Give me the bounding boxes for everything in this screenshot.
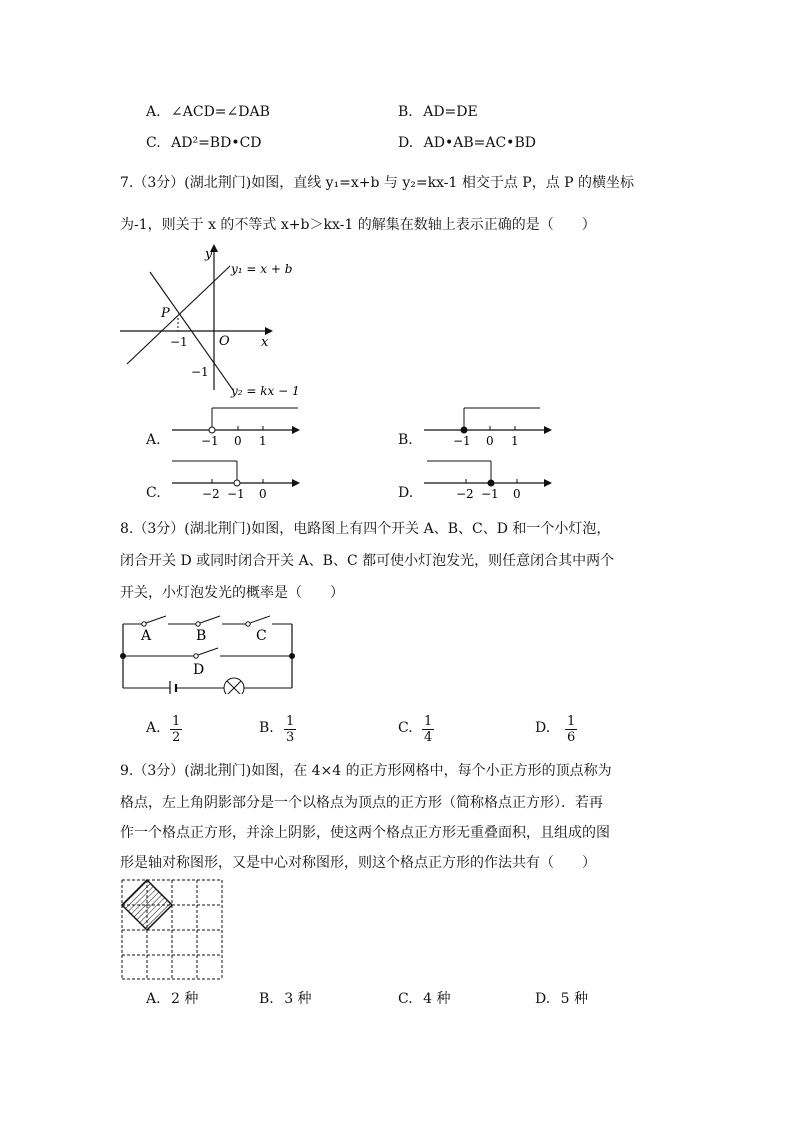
- q7-option-a-numberline: [170, 404, 305, 448]
- tick-label: 0: [259, 487, 267, 501]
- tick-label: −1: [227, 487, 245, 501]
- q8-option-a-label: A.: [146, 720, 161, 736]
- tick-label: 1: [511, 434, 519, 448]
- fraction-numerator: 1: [567, 714, 576, 729]
- q7-graph: [115, 240, 315, 405]
- q6-option-a: [146, 104, 270, 120]
- fraction-numerator: 1: [172, 714, 181, 729]
- q8-option-c-label: C.: [398, 720, 413, 736]
- q9-grid-diagram: [118, 876, 226, 982]
- q6-option-b: [398, 104, 478, 120]
- point-p-label: P: [161, 306, 170, 321]
- tick-label: 1: [259, 434, 267, 448]
- q8-option-d-fraction: [565, 714, 577, 745]
- fraction-denominator: 6: [567, 730, 576, 745]
- option-text: ∠ACD=∠DAB: [171, 104, 270, 120]
- q8-option-b-fraction: [284, 714, 296, 745]
- q8-text-line3: 开关，小灯泡发光的概率是（ ）: [120, 585, 344, 601]
- shaded-square: [122, 880, 172, 930]
- option-text: 5 种: [560, 991, 588, 1007]
- fraction-denominator: 3: [286, 730, 295, 745]
- q8-text-line1: 8.（3分）(湖北荆门)如图，电路图上有四个开关 A、B、C、D 和一个小灯泡，: [120, 521, 611, 537]
- switch-a-label: A: [141, 628, 152, 644]
- q7-option-b-numberline: [422, 404, 557, 448]
- q8-option-c-fraction: [422, 714, 434, 745]
- x-tick-label: −1: [170, 335, 188, 349]
- fraction-denominator: 2: [172, 730, 181, 745]
- option-label: D.: [398, 135, 414, 151]
- line1-label: y₁ = x + b: [231, 262, 293, 276]
- fraction-numerator: 1: [424, 714, 433, 729]
- switch-b-label: B: [196, 628, 207, 644]
- option-label: B.: [259, 991, 274, 1007]
- option-label: A.: [146, 104, 161, 120]
- x-axis-label: x: [261, 335, 269, 350]
- tick-label: −1: [201, 434, 219, 448]
- switch-d-label: D: [193, 662, 205, 678]
- q9-option-c: [398, 988, 450, 1008]
- option-text: 2 种: [171, 991, 199, 1007]
- q7-option-d-numberline: [422, 457, 557, 501]
- option-label: A.: [146, 991, 161, 1007]
- fraction-denominator: 4: [424, 730, 433, 745]
- tick-label: 0: [513, 487, 521, 501]
- line2-label: y₂ = kx − 1: [231, 384, 300, 398]
- option-label: B.: [398, 104, 413, 120]
- q7-option-c-label: C.: [146, 485, 161, 501]
- y-tick-label: −1: [191, 365, 209, 379]
- q8-text-line2: 闭合开关 D 或同时闭合开关 A、B、C 都可使小灯泡发光，则任意闭合其中两个: [120, 553, 615, 569]
- q9-text-line3: 作一个格点正方形，并涂上阴影，使这两个格点正方形无重叠面积，且组成的图: [120, 825, 610, 841]
- q9-option-b: [259, 988, 312, 1008]
- q7-option-d-label: D.: [398, 485, 414, 501]
- q8-option-b-label: B.: [259, 720, 274, 736]
- q8-option-a-fraction: [170, 714, 182, 745]
- tick-label: −1: [481, 487, 499, 501]
- q7-option-a-label: A.: [146, 432, 161, 448]
- option-text: 4 种: [423, 991, 451, 1007]
- tick-label: 0: [234, 434, 242, 448]
- origin-label: O: [219, 334, 230, 349]
- q7-option-b-label: B.: [398, 432, 413, 448]
- q8-circuit-diagram: [118, 612, 300, 694]
- option-text: AD²=BD•CD: [171, 135, 262, 151]
- option-text: AD•AB=AC•BD: [423, 135, 536, 151]
- fraction-numerator: 1: [286, 714, 295, 729]
- q6-option-c: [146, 135, 262, 151]
- switch-c-label: C: [256, 628, 267, 644]
- q9-text-line1: 9.（3分）(湖北荆门)如图，在 4×4 的正方形网格中，每个小正方形的顶点称为: [120, 763, 612, 779]
- tick-label: −2: [456, 487, 474, 501]
- option-text: AD=DE: [423, 104, 478, 120]
- q6-option-d: [398, 135, 536, 151]
- q9-option-d: [535, 988, 588, 1008]
- q9-text-line2: 格点，左上角阴影部分是一个以格点为顶点的正方形（简称格点正方形）．若再: [120, 795, 603, 811]
- q7-text-line1: 7.（3分）(湖北荆门)如图，直线 y₁=x+b 与 y₂=kx-1 相交于点 P，点 P 的横坐标: [120, 175, 635, 191]
- option-label: C.: [146, 135, 161, 151]
- option-text: 3 种: [284, 991, 312, 1007]
- tick-label: −1: [453, 434, 471, 448]
- q7-text-line2: 为-1，则关于 x 的不等式 x+b＞kx-1 的解集在数轴上表示正确的是（ ）: [120, 217, 596, 233]
- tick-label: 0: [486, 434, 494, 448]
- q9-text-line4: 形是轴对称图形，又是中心对称图形，则这个格点正方形的作法共有（ ）: [120, 855, 596, 871]
- option-label: D.: [535, 991, 551, 1007]
- y-axis-label: y: [205, 247, 213, 262]
- q8-option-d-label: D.: [535, 720, 551, 736]
- tick-label: −2: [202, 487, 220, 501]
- q7-option-c-numberline: [170, 457, 305, 501]
- option-label: C.: [398, 991, 413, 1007]
- q9-option-a: [146, 988, 198, 1008]
